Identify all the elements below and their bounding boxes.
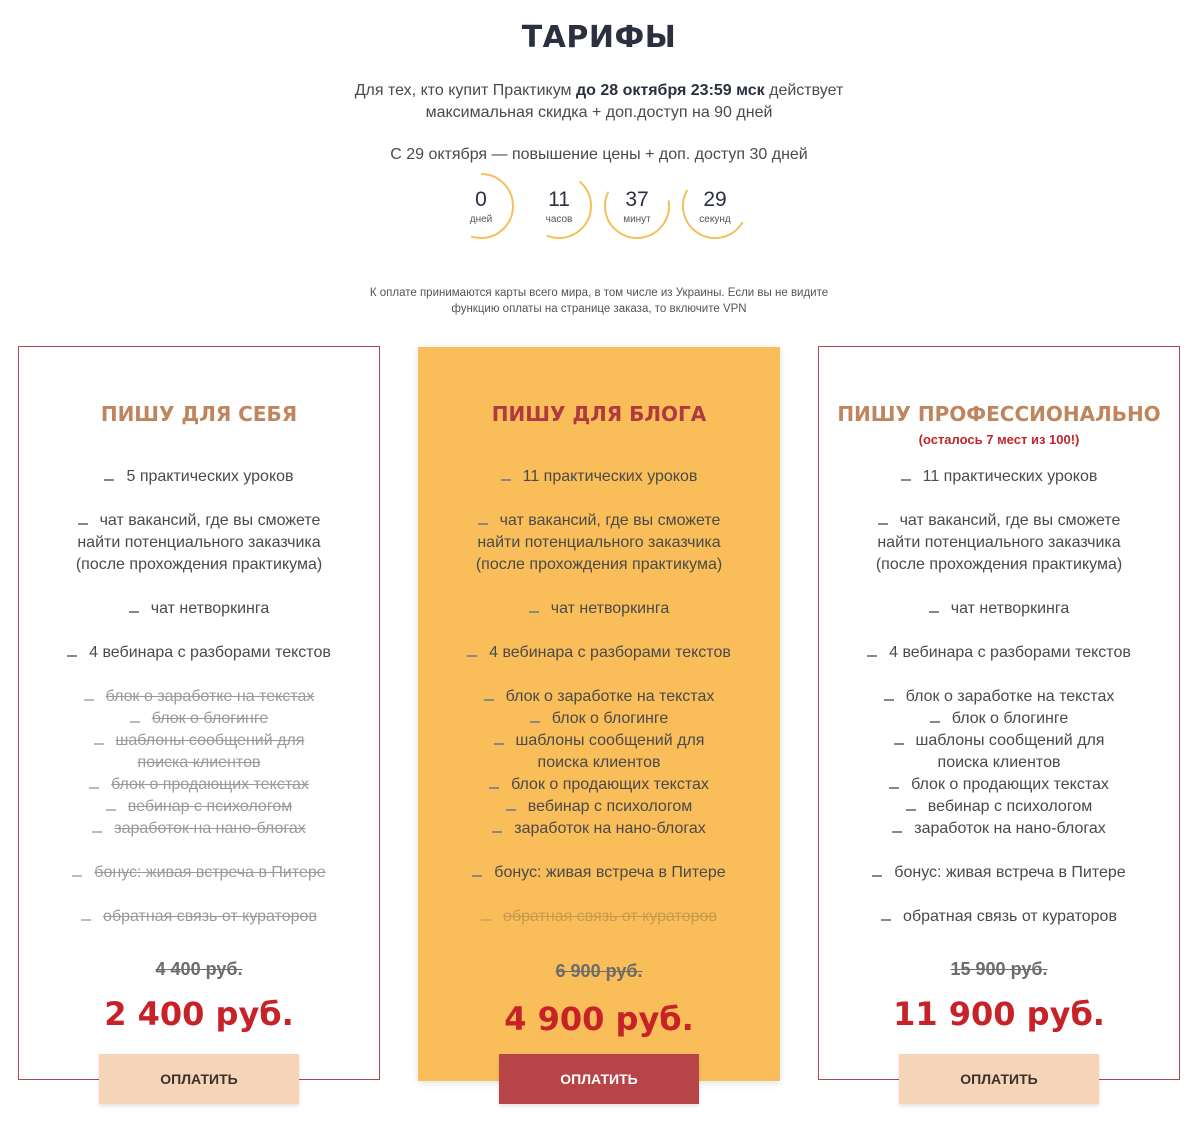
- plan-feature: [19, 818, 379, 840]
- plan-feature: [19, 598, 379, 620]
- bullet-dash-icon: [529, 611, 539, 613]
- bullet-dash-icon: [889, 787, 899, 789]
- bullet-dash-icon: [472, 875, 482, 877]
- plan-feature: [19, 906, 379, 928]
- offer-intro: [0, 80, 1198, 124]
- plan-feature: [819, 686, 1179, 708]
- offer-intro-text-end: действует: [764, 82, 844, 99]
- bullet-dash-icon: [481, 919, 491, 921]
- countdown-days-value: 0: [475, 188, 487, 211]
- page-title: ТАРИФЫ: [521, 20, 677, 55]
- plan-feature: [19, 862, 379, 884]
- plan-feature: [19, 774, 379, 796]
- offer-deadline: до 28 октября 23:59 мск: [575, 82, 765, 99]
- plan-feature-text: вебинар с психологом: [927, 798, 1093, 815]
- plan-feature-text: заработок на нано-блогах: [514, 820, 706, 837]
- plan-old-price: 6 900 руб.: [555, 961, 643, 981]
- bullet-dash-icon: [489, 787, 499, 789]
- plan-feature-text: вебинар с психологом: [527, 798, 693, 815]
- plan-feature-text: бонус: живая встреча в Питере: [94, 864, 326, 881]
- plan-feature-text: шаблоны сообщений для поиска клиентов: [115, 732, 305, 771]
- plan-feature-text: бонус: живая встреча в Питере: [894, 864, 1126, 881]
- plan-feature: [19, 796, 379, 818]
- bullet-dash-icon: [494, 743, 504, 745]
- bullet-dash-icon: [878, 523, 888, 525]
- plan-price: 2 400 руб.: [104, 995, 294, 1033]
- plan-feature: [19, 708, 379, 730]
- plan-feature-text: блок о блогинге: [551, 710, 669, 727]
- plan-feature-text: обратная связь от кураторов: [103, 908, 317, 925]
- plan-feature: [418, 598, 780, 620]
- bullet-dash-icon: [478, 523, 488, 525]
- plan-subtitle: (осталось 7 мест из 100!): [918, 432, 1080, 447]
- bullet-dash-icon: [129, 611, 139, 613]
- offer-intro-second-line: максимальная скидка + доп.доступ на 90 дней: [425, 104, 773, 121]
- plan-feature-text: блок о продающих текстах: [511, 776, 709, 793]
- countdown-seconds-label: секунд: [699, 214, 731, 225]
- countdown-seconds: [681, 172, 749, 240]
- countdown-minutes-label: минут: [623, 214, 651, 225]
- bullet-dash-icon: [530, 721, 540, 723]
- countdown-seconds-value: 29: [703, 188, 727, 211]
- plan-feature-text: блок о продающих текстах: [111, 776, 309, 793]
- plan-feature: [418, 510, 780, 576]
- bullet-dash-icon: [901, 479, 911, 481]
- plan-feature-text: блок о продающих текстах: [911, 776, 1109, 793]
- plan-feature: [819, 818, 1179, 840]
- plan-feature-text: 11 практических уроков: [922, 468, 1098, 485]
- plan-feature: [819, 642, 1179, 664]
- plan-feature: [819, 906, 1179, 928]
- plan-feature-text: чат нетворкинга: [950, 600, 1070, 617]
- bullet-dash-icon: [929, 611, 939, 613]
- plan-feature: [819, 510, 1179, 576]
- plan-feature-text: 4 вебинара с разборами текстов: [89, 644, 331, 661]
- bullet-dash-icon: [484, 699, 494, 701]
- plan-feature-text: обратная связь от кураторов: [903, 908, 1117, 925]
- bullet-dash-icon: [872, 875, 882, 877]
- bullet-dash-icon: [881, 919, 891, 921]
- offer-intro-text: Для тех, кто купит Практикум: [354, 82, 576, 99]
- plan-feature-text: 11 практических уроков: [522, 468, 698, 485]
- plan-price: 11 900 руб.: [893, 995, 1105, 1033]
- plan-feature: [418, 774, 780, 796]
- bullet-dash-icon: [84, 699, 94, 701]
- plan-feature-text: 5 практических уроков: [126, 468, 294, 485]
- plan-price: 4 900 руб.: [504, 1000, 694, 1038]
- plan-name: ПИШУ ПРОФЕССИОНАЛЬНО: [837, 402, 1161, 426]
- plan-feature-text: блок о заработке на текстах: [505, 688, 715, 705]
- bullet-dash-icon: [492, 831, 502, 833]
- bullet-dash-icon: [89, 787, 99, 789]
- plan-feature: [819, 862, 1179, 884]
- plan-feature-text: чат нетворкинга: [150, 600, 270, 617]
- plan-card-blog: [418, 347, 780, 1081]
- plan-feature-text: шаблоны сообщений для поиска клиентов: [915, 732, 1105, 771]
- plan-name: ПИШУ ДЛЯ СЕБЯ: [100, 402, 298, 426]
- countdown-minutes: [603, 172, 671, 240]
- plan-feature-text: 4 вебинара с разборами текстов: [889, 644, 1131, 661]
- bullet-dash-icon: [94, 743, 104, 745]
- plan-feature: [418, 686, 780, 708]
- plan-feature: [418, 642, 780, 664]
- bullet-dash-icon: [930, 721, 940, 723]
- bullet-dash-icon: [81, 919, 91, 921]
- plan-feature-text: блок о заработке на текстах: [105, 688, 315, 705]
- bullet-dash-icon: [104, 479, 114, 481]
- price-increase-note: С 29 октября — повышение цены + доп. доступ 30 дней: [390, 146, 808, 163]
- plan-feature-text: блок о блогинге: [951, 710, 1069, 727]
- plan-feature: [418, 730, 780, 774]
- bullet-dash-icon: [906, 809, 916, 811]
- plan-feature: [418, 466, 780, 488]
- bullet-dash-icon: [884, 699, 894, 701]
- countdown-days-label: дней: [469, 214, 493, 225]
- plan-old-price: 4 400 руб.: [155, 959, 243, 979]
- plan-name: ПИШУ ДЛЯ БЛОГА: [491, 402, 707, 426]
- plan-feature-text: вебинар с психологом: [127, 798, 293, 815]
- countdown-hours-label: часов: [545, 214, 573, 225]
- plan-card-pro: [818, 346, 1180, 1080]
- payment-note: [0, 285, 1198, 317]
- bullet-dash-icon: [67, 655, 77, 657]
- plan-feature-text: шаблоны сообщений для поиска клиентов: [515, 732, 705, 771]
- pay-button-blog[interactable]: ОПЛАТИТЬ: [499, 1054, 699, 1104]
- bullet-dash-icon: [501, 479, 511, 481]
- plan-feature: [19, 510, 379, 576]
- bullet-dash-icon: [506, 809, 516, 811]
- bullet-dash-icon: [130, 721, 140, 723]
- plan-feature-text: чат вакансий, где вы сможете найти потенциального заказчика (после прохождения практикума): [75, 512, 323, 573]
- plan-feature-text: блок о блогинге: [151, 710, 269, 727]
- bullet-dash-icon: [867, 655, 877, 657]
- plan-feature: [418, 818, 780, 840]
- bullet-dash-icon: [894, 743, 904, 745]
- countdown-timer: [447, 172, 759, 242]
- plan-feature-text: чат вакансий, где вы сможете найти потенциального заказчика (после прохождения практикума): [875, 512, 1123, 573]
- plan-old-price: 15 900 руб.: [950, 959, 1048, 979]
- plan-feature: [819, 466, 1179, 488]
- plan-feature: [418, 862, 780, 884]
- pay-button-pro[interactable]: ОПЛАТИТЬ: [899, 1054, 1099, 1104]
- plan-feature: [19, 686, 379, 708]
- plan-feature-text: заработок на нано-блогах: [114, 820, 306, 837]
- bullet-dash-icon: [72, 875, 82, 877]
- bullet-dash-icon: [892, 831, 902, 833]
- plan-feature-text: чат нетворкинга: [550, 600, 670, 617]
- bullet-dash-icon: [78, 523, 88, 525]
- plan-feature-text: заработок на нано-блогах: [914, 820, 1106, 837]
- countdown-minutes-value: 37: [625, 188, 649, 211]
- plan-feature-text: блок о заработке на текстах: [905, 688, 1115, 705]
- countdown-hours-value: 11: [548, 188, 570, 211]
- plan-feature-text: 4 вебинара с разборами текстов: [489, 644, 731, 661]
- plan-feature: [819, 796, 1179, 818]
- plan-feature-text: бонус: живая встреча в Питере: [494, 864, 726, 881]
- plan-feature-text: обратная связь от кураторов: [503, 908, 717, 925]
- plan-feature: [418, 708, 780, 730]
- bullet-dash-icon: [92, 831, 102, 833]
- plan-feature: [19, 466, 379, 488]
- payment-note-line-1: К оплате принимаются карты всего мира, в том числе из Украины. Если вы не видите: [369, 287, 829, 299]
- countdown-hours: [525, 172, 593, 240]
- bullet-dash-icon: [106, 809, 116, 811]
- bullet-dash-icon: [467, 655, 477, 657]
- plan-feature: [418, 906, 780, 928]
- plan-card-self: [18, 346, 380, 1080]
- payment-note-line-2: функцию оплаты на странице заказа, то включите VPN: [451, 303, 747, 315]
- pay-button-self[interactable]: ОПЛАТИТЬ: [99, 1054, 299, 1104]
- plan-feature: [19, 730, 379, 774]
- plan-feature: [819, 774, 1179, 796]
- countdown-days: [447, 172, 515, 240]
- plan-feature: [819, 730, 1179, 774]
- plan-feature: [418, 796, 780, 818]
- plan-feature: [819, 598, 1179, 620]
- plan-feature: [819, 708, 1179, 730]
- plan-feature: [19, 642, 379, 664]
- plan-feature-text: чат вакансий, где вы сможете найти потенциального заказчика (после прохождения практикума): [475, 512, 723, 573]
